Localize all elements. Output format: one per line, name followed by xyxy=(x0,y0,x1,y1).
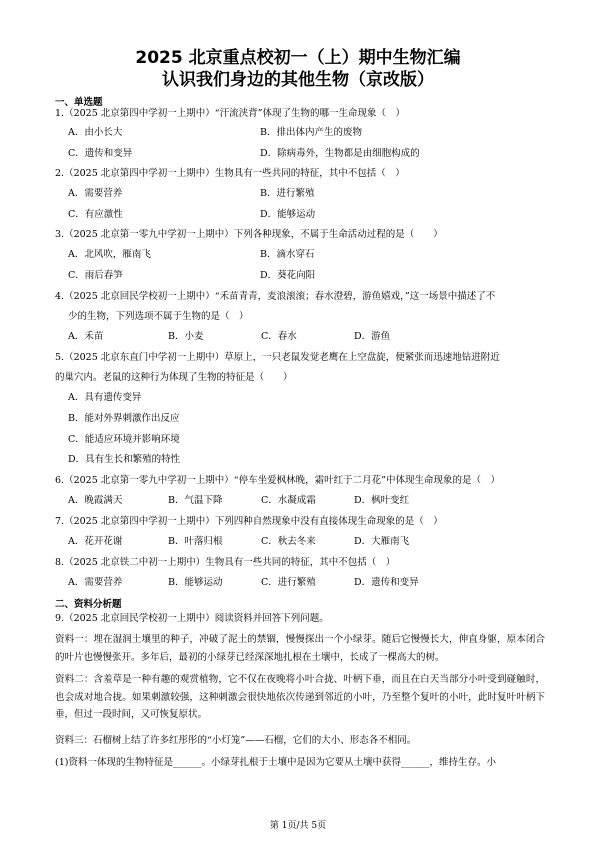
option: A．晚霞满天 xyxy=(68,495,123,506)
material-3: 资料三：石榴树上结了许多红彤彤的“小灯笼”——石榴，它们的大小、形态各不相同。 xyxy=(55,735,417,746)
option: A．由小长大 xyxy=(68,127,123,138)
question-5-option-c: C．能适应环境并影响环境 xyxy=(68,434,180,445)
option: D．能够运动 xyxy=(260,209,316,220)
option: B．滴水穿石 xyxy=(260,249,315,260)
question-7-stem: 7.（2025 北京第四中学初一上期中）下列四种自然现象中没有直接体现生命现象的是（ ） xyxy=(55,516,443,527)
section-heading-single-choice: 一、单选题 xyxy=(55,97,103,108)
option: D．葵花向阳 xyxy=(260,270,316,281)
option: A．禾苗 xyxy=(68,331,104,342)
option: D．游鱼 xyxy=(354,331,391,342)
question-5-option-d: D．具有生长和繁殖的特性 xyxy=(68,454,181,465)
option: A．花开花谢 xyxy=(68,536,123,547)
option: C．遗传和变异 xyxy=(68,148,133,159)
option: C．有应激性 xyxy=(68,209,123,220)
material-1: 资料一：埋在湿润土壤里的种子，冲破了泥土的禁锢，慢慢探出一个小绿芽。随后它慢慢长大，伸直身躯，原本闭合的叶片也慢慢张开。多年后，最初的小绿芽已经深深地扎根在土壤中，长成了一棵高大的树。 xyxy=(55,634,545,663)
question-4-stem-line1: 4.（2025 北京回民学校初一上期中）“禾苗青青，麦浪滚滚；春水澄碧，游鱼嬉戏，”这一场景中描述了不 xyxy=(55,291,496,302)
option: B．小麦 xyxy=(168,331,204,342)
question-9-stem: 9.（2025 北京回民学校初一上期中）阅读资料并回答下列问题。 xyxy=(55,613,329,624)
option: B．叶落归根 xyxy=(168,536,223,547)
question-5-stem-line2: 的巢穴内。老鼠的这种行为体现了生物的特征是（ ） xyxy=(55,372,293,383)
page-footer: 第 1页/共 5页 xyxy=(269,821,327,831)
option: B．排出体内产生的废物 xyxy=(260,127,362,138)
option: A．北风吹，雁南飞 xyxy=(68,249,151,260)
question-5-option-a: A．具有遗传变异 xyxy=(68,392,142,403)
option: C．进行繁殖 xyxy=(261,577,316,588)
question-9-sub-1: (1)资料一体现的生物特征是______。小绿芽扎根于土壤中是因为它要从土壤中获得______，维持生存。小 xyxy=(55,757,496,768)
option: A．需要营养 xyxy=(68,577,123,588)
question-2-stem: 2.（2025 北京第四中学初一上期中）生物具有一些共同的特征，其中不包括（ ） xyxy=(55,168,405,179)
option: D．除病毒外，生物都是由细胞构成的 xyxy=(260,148,420,159)
question-1-stem: 1.（2025 北京第四中学初一上期中）“汗流浃背”体现了生物的哪一生命现象（ ） xyxy=(55,108,405,119)
option: D．遗传和变异 xyxy=(354,577,419,588)
option: C．秋去冬来 xyxy=(261,536,316,547)
option: B．能够运动 xyxy=(168,577,223,588)
option: C．春水 xyxy=(261,331,297,342)
question-4-stem-line2: 少的生物，下列选项不属于生物的是（ ） xyxy=(68,311,249,322)
section-heading-material-analysis: 二、资料分析题 xyxy=(55,599,122,610)
question-3-stem: 3.（2025 北京第一零九中学初一上期中）下列各种现象，不属于生命活动过程的是（ ） xyxy=(55,229,443,240)
option: D．枫叶变红 xyxy=(354,495,410,506)
question-6-stem: 6.（2025 北京第一零九中学初一上期中）“停车坐爱枫林晚，霜叶红于二月花”中体现生命现象的是（ ） xyxy=(55,475,500,486)
option: C．雨后春笋 xyxy=(68,270,123,281)
material-2: 资料二：含羞草是一种有趣的观赏植物，它不仅在夜晚将小叶合拢、叶柄下垂，而且在白天当部分小叶受到碰触时，也会成对地合拢。如果刺激较强，这种刺激会很快地依次传递到邻近的小叶，乃至整个复叶的小叶，此时复叶叶柄下垂，但过一段时间，又可恢复原状。 xyxy=(55,674,545,720)
option: B．进行繁殖 xyxy=(260,188,315,199)
question-5-option-b: B．能对外界刺激作出反应 xyxy=(68,413,180,424)
option: B．气温下降 xyxy=(168,495,223,506)
document-subtitle: 认识我们身边的其他生物（京改版） xyxy=(162,70,434,90)
option: C．水凝成霜 xyxy=(261,495,316,506)
document-title: 2025 北京重点校初一（上）期中生物汇编 xyxy=(135,48,461,68)
option: A．需要营养 xyxy=(68,188,123,199)
question-8-stem: 8.（2025 北京铁二中初一上期中）生物具有一些共同的特征，其中不包括（ ） xyxy=(55,557,396,568)
option: D．大雁南飞 xyxy=(354,536,410,547)
question-5-stem-line1: 5.（2025 北京东直门中学初一上期中）草原上，一只老鼠发觉老鹰在上空盘旋，便紧张而迅速地钻进附近 xyxy=(55,352,500,363)
